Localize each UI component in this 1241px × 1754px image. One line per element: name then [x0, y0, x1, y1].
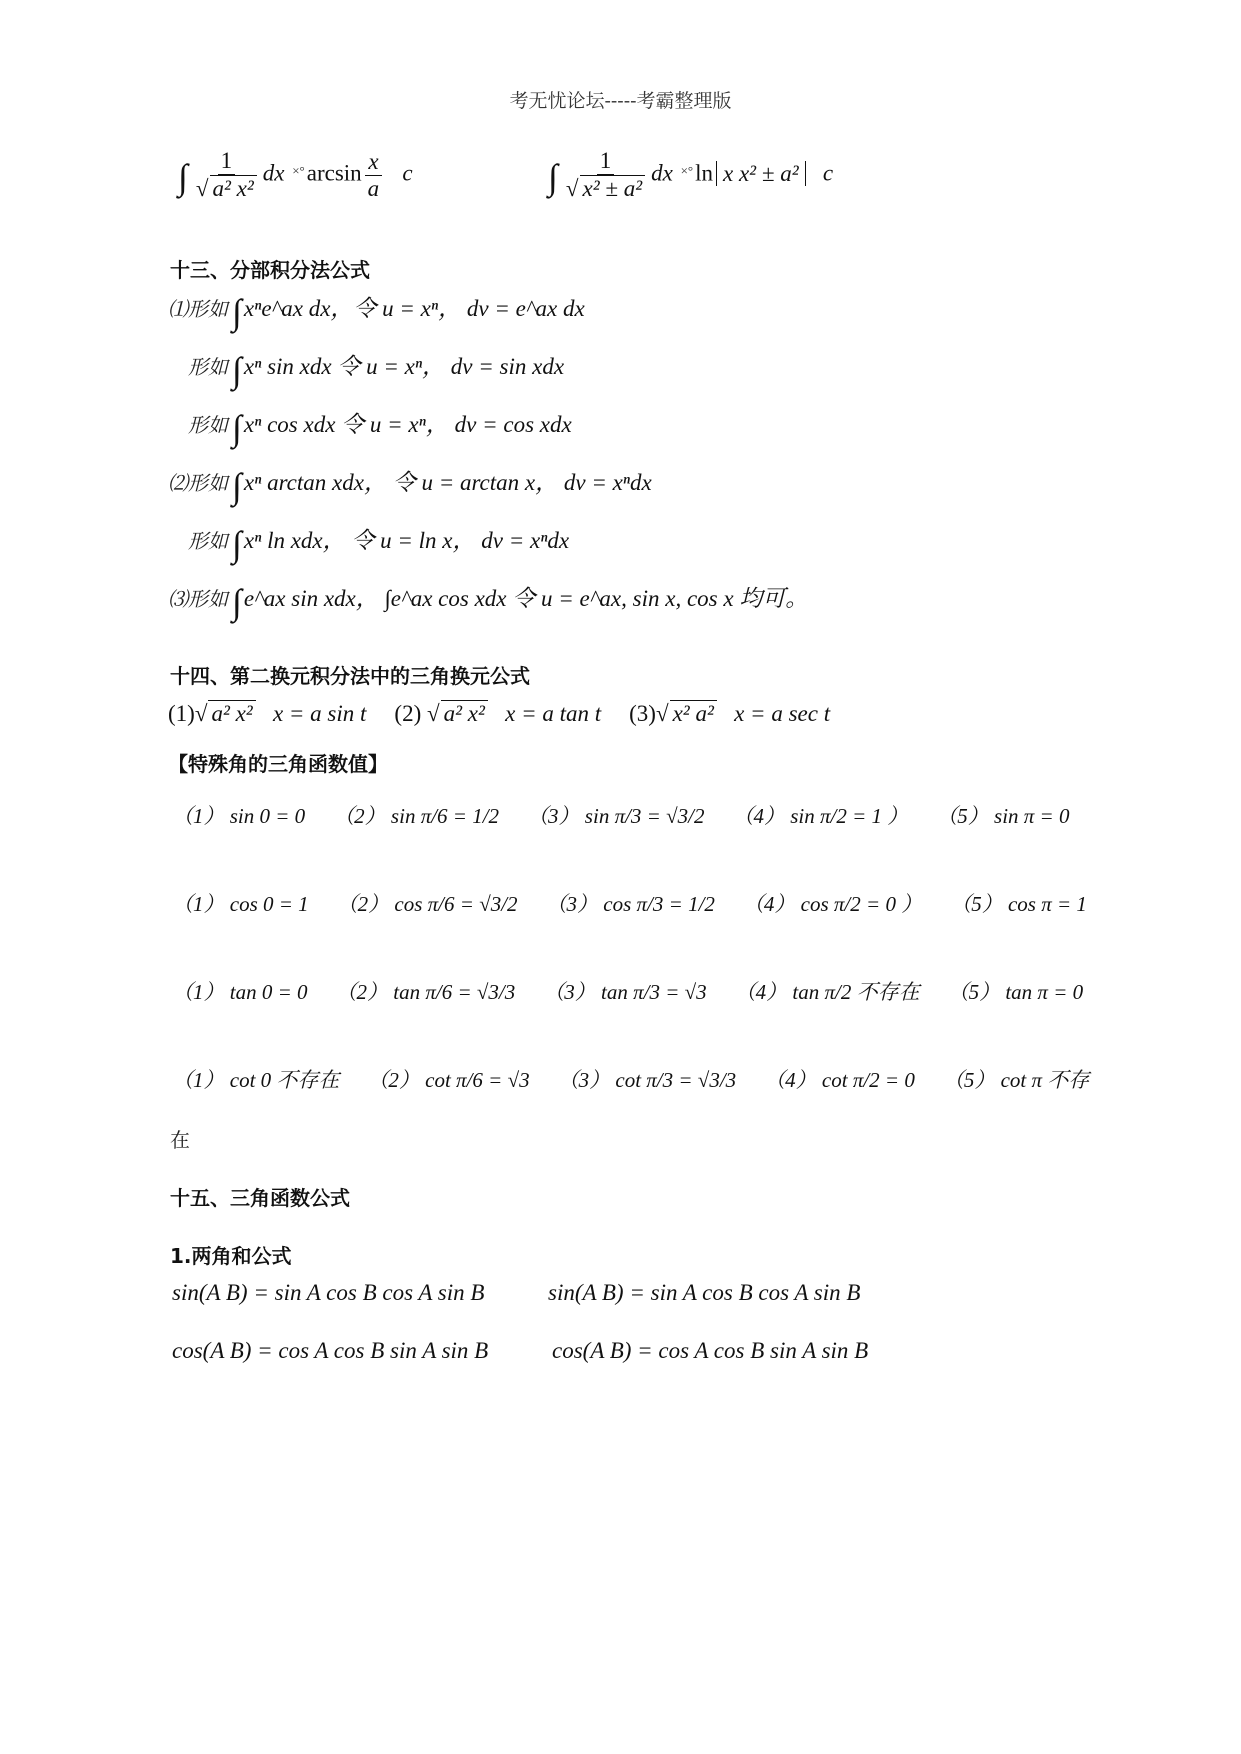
- cos-sum-formula-1: cos(A B) = cos A cos B sin A sin B: [172, 1338, 489, 1363]
- parts-line-4: ⑵形如 ∫xⁿ arctan xdx， 令 u = arctan x， dv = xⁿdx: [168, 466, 652, 506]
- parts-line-5: 形如 ∫xⁿ ln xdx， 令 u = ln x， dv = xⁿdx: [188, 524, 570, 564]
- tan-values-row: （1） tan 0 = 0 （2） tan π/6 = √3/3 （3） tan π/3 = √3 （4） tan π/2 不存在 （5） tan π = 0: [172, 980, 1084, 1004]
- cot-values-row: （1） cot 0 不存在 （2） cot π/6 = √3 （3） cot π/3 = √3/3 （4） cot π/2 = 0 （5） cot π 不存: [172, 1068, 1090, 1092]
- cot-row-wrap: 在: [170, 1128, 190, 1152]
- section-14-title: 十四、第二换元积分法中的三角换元公式: [170, 664, 530, 688]
- parts-line-1: ⑴形如 ∫xⁿe^ax dx，令 u = xⁿ， dv = e^ax dx: [168, 292, 585, 332]
- sin-values-row: （1） sin 0 = 0 （2） sin π/6 = 1/2 （3） sin π/3 = √3/2 （4） sin π/2 = 1 ） （5） sin π = 0: [172, 804, 1070, 828]
- parts-line-3: 形如 ∫xⁿ cos xdx 令 u = xⁿ， dv = cos xdx: [188, 408, 572, 448]
- parts-line-6: ⑶形如 ∫e^ax sin xdx， ∫e^ax cos xdx 令 u = e^ax, sin x, cos x 均可。: [168, 582, 809, 622]
- trig-substitution-row: (1)√ a² x² x = a sin t (2) √ a² x² x = a tan t (3)√ x² a² x = a sec t: [168, 700, 830, 727]
- sum-formula-subtitle: 1.两角和公式: [170, 1244, 292, 1268]
- cos-sum-formula-2: cos(A B) = cos A cos B sin A sin B: [552, 1338, 869, 1363]
- page-header: 考无忧论坛-----考霸整理版: [509, 90, 732, 112]
- cos-values-row: （1） cos 0 = 1 （2） cos π/6 = √3/2 （3） cos π/3 = 1/2 （4） cos π/2 = 0 ） （5） cos π = 1: [172, 892, 1087, 916]
- integral-arcsin-formula: ∫ 1 √ a² x² dx ×°arcsin $\frac{x}{a}$ c: [178, 148, 413, 203]
- parts-line-2: 形如 ∫xⁿ sin xdx 令 u = xⁿ， dv = sin xdx: [188, 350, 565, 390]
- integral-ln-formula: ∫ 1 √ x² ± a² dx ×°ln x x² ± a² c: [548, 148, 833, 203]
- section-13-title: 十三、分部积分法公式: [170, 258, 370, 282]
- sin-sum-formula-1: sin(A B) = sin A cos B cos A sin B: [172, 1280, 485, 1305]
- special-angles-title: 【特殊角的三角函数值】: [168, 752, 388, 776]
- section-15-title: 十五、三角函数公式: [170, 1186, 350, 1210]
- sin-sum-formula-2: sin(A B) = sin A cos B cos A sin B: [548, 1280, 861, 1305]
